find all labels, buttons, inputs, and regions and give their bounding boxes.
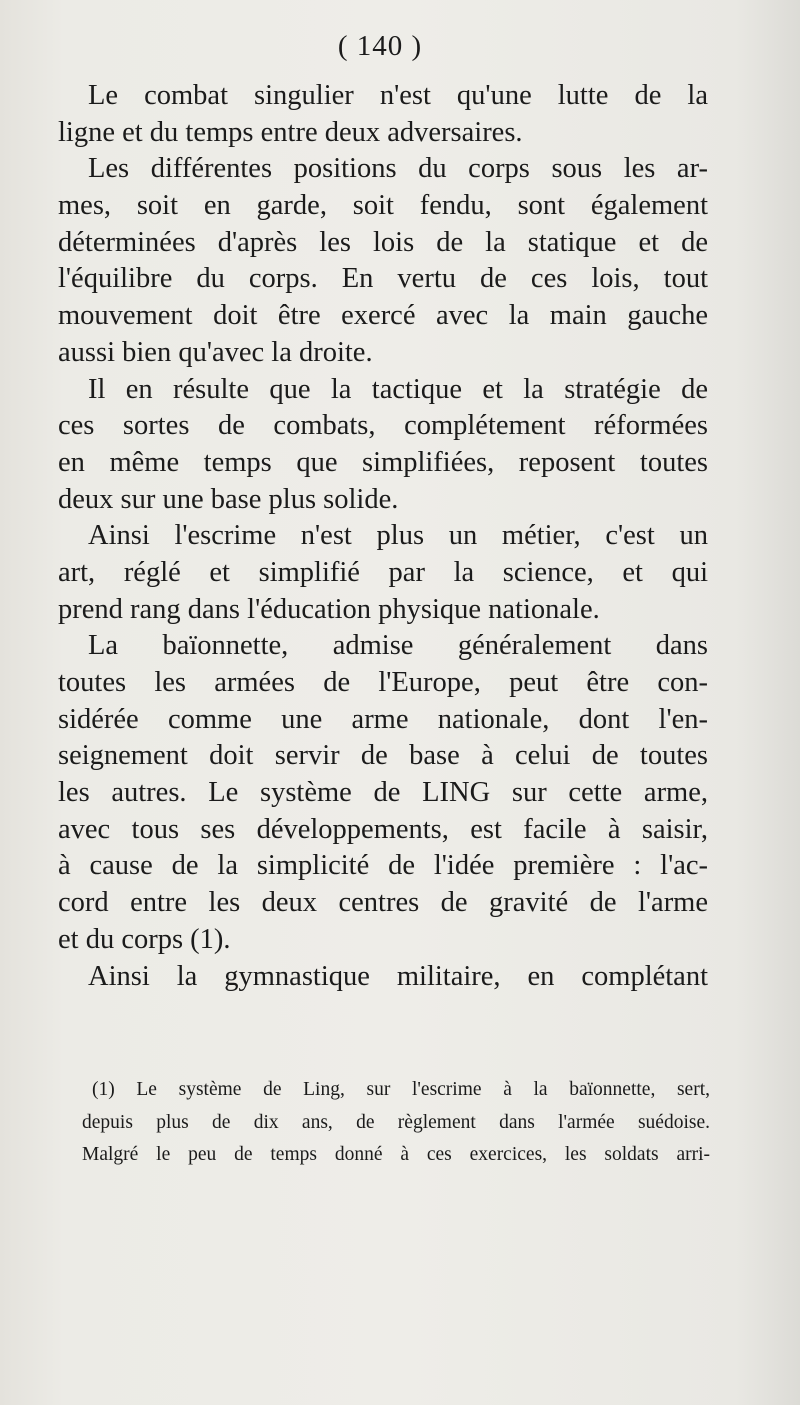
paragraph [58, 151, 708, 371]
text-line: Le combat singulier n'est qu'une lutte de la [88, 80, 708, 111]
text-line: toutes les armées de l'Europe, peut être con- [58, 667, 708, 698]
text-line: La baïonnette, admise généralement dans [88, 630, 708, 662]
text-line: les autres. Le système de LING sur cette arme, [58, 777, 708, 809]
text-line: aussi bien qu'avec la droite. [58, 336, 373, 368]
footnote-line: Malgré le peu de temps donné à ces exercices, les soldats arri- [82, 1144, 710, 1165]
text-line: sidérée comme une arme nationale, dont l'en- [58, 703, 708, 735]
text-line: art, réglé et simplifié par la science, et qui [58, 556, 708, 588]
text-line: mouvement doit être exercé avec la main gauche [58, 300, 708, 332]
text-line: Il en résulte que la tactique et la stratégie de [88, 373, 708, 405]
text-line: avec tous ses développements, est facile à saisir, [58, 813, 708, 845]
paragraph [58, 959, 708, 996]
paragraph [58, 372, 708, 519]
body-text [58, 78, 708, 995]
text-line: seignement doit servir de base à celui de toutes [58, 740, 708, 772]
text-line: Ainsi l'escrime n'est plus un métier, c'est un [88, 520, 708, 552]
footnote [82, 1074, 710, 1172]
text-line: Ainsi la gymnastique militaire, en complétant [88, 960, 708, 992]
footnote-line: depuis plus de dix ans, de règlement dans l'armée suédoise. [82, 1111, 710, 1133]
paragraph [58, 78, 708, 151]
paragraph [58, 518, 708, 628]
paragraph [58, 628, 708, 958]
text-line: mes, soit en garde, soit fendu, sont également [58, 190, 708, 222]
text-line: déterminées d'après les lois de la statique et de [58, 226, 708, 258]
text-line: prend rang dans l'éducation physique nationale. [58, 593, 600, 625]
text-line: et du corps (1). [58, 923, 231, 955]
text-line: ces sortes de combats, complétement réformées [58, 410, 708, 442]
text-line: deux sur une base plus solide. [58, 483, 399, 515]
text-line: l'équilibre du corps. En vertu de ces lois, tout [58, 263, 708, 295]
text-line: à cause de la simplicité de l'idée première : l'ac- [58, 850, 708, 882]
text-line: en même temps que simplifiées, reposent toutes [58, 446, 708, 478]
footnote-line: (1) Le système de Ling, sur l'escrime à la baïonnette, sert, [92, 1079, 710, 1100]
text-line: Les différentes positions du corps sous les ar- [88, 153, 708, 185]
text-line: ligne et du temps entre deux adversaires. [58, 116, 523, 148]
text-line: cord entre les deux centres de gravité de l'arme [58, 887, 708, 919]
page-number: ( 140 ) [337, 30, 423, 62]
